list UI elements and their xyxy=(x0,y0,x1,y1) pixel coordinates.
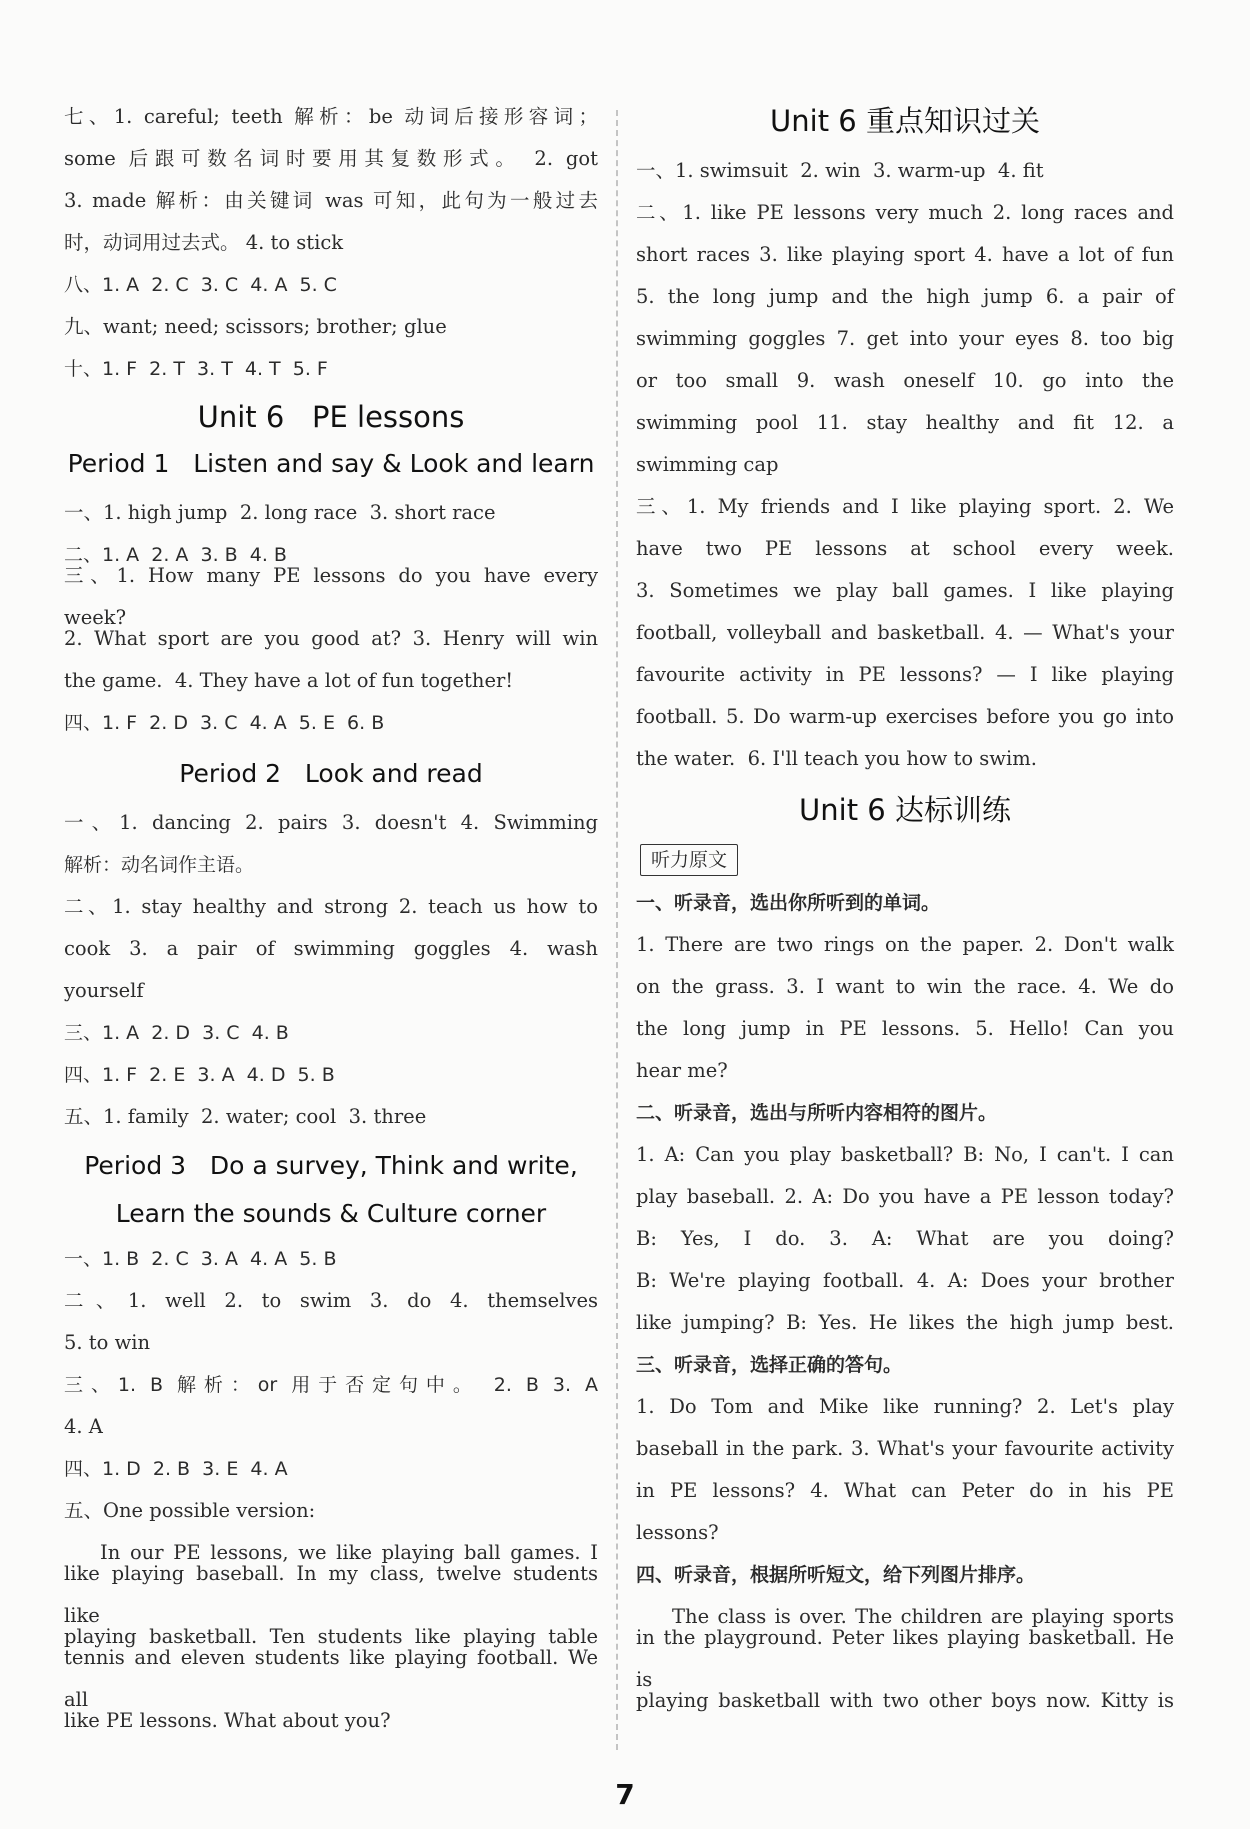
line-text: 一、听录音，选出你所听到的单词。 xyxy=(636,892,941,914)
line-text: short races 3. like playing sport 4. have a lot of fun xyxy=(636,243,1174,266)
key-points-answers xyxy=(636,150,1174,780)
key-points-title: Unit 6 重点知识过关 xyxy=(770,104,1040,138)
line-text: 4. A xyxy=(64,1415,103,1438)
line-text: baseball in the park. 3. What's your favourite activity xyxy=(636,1437,1174,1460)
line-text: B: We're playing football. 4. A: Does your brother xyxy=(636,1269,1174,1292)
line-text: The class is over. The children are playing sports xyxy=(672,1605,1174,1628)
answer-line xyxy=(636,924,1174,966)
line-text: 3. made 解析：由关键词 was 可知，此句为一般过去 xyxy=(64,189,598,212)
answer-line xyxy=(636,1302,1174,1344)
period-1-title: Period 1 Listen and say & Look and learn xyxy=(67,449,595,478)
answer-line xyxy=(64,1054,598,1096)
line-text: the long jump in PE lessons. 5. Hello! Can you xyxy=(636,1017,1174,1040)
line-text: 七、1. careful; teeth 解析：be 动词后接形容词； xyxy=(64,105,598,128)
answer-line xyxy=(636,150,1174,192)
line-text: in PE lessons? 4. What can Peter do in his PE xyxy=(636,1479,1174,1502)
answer-line xyxy=(64,1322,598,1364)
line-text: 四、听录音，根据所听短文，给下列图片排序。 xyxy=(636,1564,1036,1586)
answer-line xyxy=(636,444,1174,486)
line-text: in the playground. Peter likes playing basketball. He is xyxy=(636,1626,1174,1691)
period-3-title-line-1: Period 3 Do a survey, Think and write, xyxy=(84,1151,578,1180)
answer-line xyxy=(64,96,598,138)
line-text: playing basketball. Ten students like playing table xyxy=(64,1625,598,1648)
answer-line xyxy=(64,306,598,348)
answer-line xyxy=(636,486,1174,528)
answer-line xyxy=(64,492,598,534)
section-heading xyxy=(636,1344,1174,1386)
answer-line xyxy=(636,696,1174,738)
answers-period-3 xyxy=(64,1238,598,1742)
answer-line xyxy=(636,654,1174,696)
answer-line xyxy=(636,1680,1174,1722)
answer-line xyxy=(636,1218,1174,1260)
left-column xyxy=(64,96,598,1742)
answer-line xyxy=(64,928,598,970)
line-text: play baseball. 2. A: Do you have a PE lesson today? xyxy=(636,1185,1174,1208)
answer-line xyxy=(636,1134,1174,1176)
answer-line xyxy=(64,264,598,306)
line-text: 一、1. dancing 2. pairs 3. doesn't 4. Swimming xyxy=(64,811,598,834)
line-text: some 后跟可数名词时要用其复数形式。 2. got xyxy=(64,147,598,170)
line-text: 一、1. high jump 2. long race 3. short race xyxy=(64,501,496,524)
answer-line xyxy=(636,360,1174,402)
answer-line xyxy=(64,886,598,928)
line-text: the water. 6. I'll teach you how to swim. xyxy=(636,747,1037,770)
answer-line xyxy=(64,1490,598,1532)
line-text: like PE lessons. What about you? xyxy=(64,1709,391,1732)
line-text: playing basketball with two other boys now. Kitty is xyxy=(636,1689,1174,1712)
line-text: 九、want; need; scissors; brother; glue xyxy=(64,315,447,338)
line-text: 1. A: Can you play basketball? B: No, I can't. I can xyxy=(636,1143,1174,1166)
line-text: swimming cap xyxy=(636,453,779,476)
answer-line xyxy=(636,1260,1174,1302)
right-column xyxy=(636,96,1174,1722)
section-heading xyxy=(636,1092,1174,1134)
line-text: 一、1. swimsuit 2. win 3. warm-up 4. fit xyxy=(636,159,1044,182)
answer-line xyxy=(636,738,1174,780)
answer-line xyxy=(64,348,598,390)
answer-line xyxy=(636,570,1174,612)
line-text: like playing baseball. In my class, twelve students like xyxy=(64,1562,598,1627)
line-text: 五、One possible version: xyxy=(64,1499,316,1522)
line-text: In our PE lessons, we like playing ball games. I xyxy=(100,1541,598,1564)
line-text: 二、1. like PE lessons very much 2. long races and xyxy=(636,201,1174,224)
line-text: 八、1. A 2. C 3. C 4. A 5. C xyxy=(64,274,337,296)
section-heading xyxy=(636,882,1174,924)
line-text: 四、1. F 2. D 3. C 4. A 5. E 6. B xyxy=(64,712,385,734)
answer-line xyxy=(64,1012,598,1054)
answer-line xyxy=(636,402,1174,444)
line-text: 2. What sport are you good at? 3. Henry will win xyxy=(64,627,598,650)
line-text: have two PE lessons at school every week. xyxy=(636,537,1174,560)
answer-line xyxy=(636,1626,1174,1691)
line-text: 三、听录音，选择正确的答句。 xyxy=(636,1354,903,1376)
line-text: 3. Sometimes we play ball games. I like playing xyxy=(636,579,1174,602)
answer-line xyxy=(636,966,1174,1008)
line-text: 三、1. My friends and I like playing sport. 2. We xyxy=(636,495,1174,518)
line-text: B: Yes, I do. 3. A: What are you doing? xyxy=(636,1227,1174,1250)
answer-line xyxy=(636,1512,1174,1554)
answer-line xyxy=(64,618,598,660)
line-text: 1. Do Tom and Mike like running? 2. Let's play xyxy=(636,1395,1174,1418)
answer-line xyxy=(636,318,1174,360)
test-title: Unit 6 达标训练 xyxy=(799,793,1011,827)
answers-period-1 xyxy=(64,492,598,744)
column-divider xyxy=(616,110,618,1750)
answer-line xyxy=(64,1562,598,1627)
line-text: 三、1. B 解析：or 用于否定句中。 2. B 3. A xyxy=(64,1374,598,1396)
line-text: 四、1. D 2. B 3. E 4. A xyxy=(64,1458,288,1480)
answers-period-2 xyxy=(64,802,598,1138)
answer-line xyxy=(636,1428,1174,1470)
answer-line xyxy=(64,1280,598,1322)
answer-line xyxy=(636,612,1174,654)
line-text: 5. the long jump and the high jump 6. a pair of xyxy=(636,285,1174,308)
answer-line xyxy=(636,528,1174,570)
line-text: cook 3. a pair of swimming goggles 4. wash xyxy=(64,937,598,960)
answer-line xyxy=(64,138,598,180)
listening-script xyxy=(636,882,1174,1722)
line-text: 1. There are two rings on the paper. 2. Don't walk xyxy=(636,933,1174,956)
period-2-title: Period 2 Look and read xyxy=(179,759,483,788)
answer-line xyxy=(636,276,1174,318)
line-text: football, volleyball and basketball. 4. — What's your xyxy=(636,621,1174,644)
line-text: 五、1. family 2. water; cool 3. three xyxy=(64,1105,427,1128)
answer-line xyxy=(636,1386,1174,1428)
line-text: 5. to win xyxy=(64,1331,151,1354)
line-text: swimming pool 11. stay healthy and fit 12. a xyxy=(636,411,1174,434)
answer-line xyxy=(64,702,598,744)
answer-line xyxy=(636,1050,1174,1092)
answer-line xyxy=(64,564,598,629)
answers-unit5-end xyxy=(64,96,598,390)
line-text: hear me? xyxy=(636,1059,728,1082)
line-text: 二、1. stay healthy and strong 2. teach us how to xyxy=(64,895,598,918)
line-text: like jumping? B: Yes. He likes the high jump best. xyxy=(636,1311,1174,1334)
line-text: 二、听录音，选出与所听内容相符的图片。 xyxy=(636,1102,998,1124)
line-text: 二、1. well 2. to swim 3. do 4. themselves xyxy=(64,1289,598,1312)
answer-line xyxy=(64,844,598,886)
line-text: 三、1. A 2. D 3. C 4. B xyxy=(64,1022,289,1044)
line-text: 解析：动名词作主语。 xyxy=(64,854,255,876)
answer-line xyxy=(636,1008,1174,1050)
answer-line xyxy=(64,660,598,702)
answer-line xyxy=(64,802,598,844)
answer-line xyxy=(64,1238,598,1280)
line-text: football. 5. Do warm-up exercises before you go into xyxy=(636,705,1174,728)
section-heading xyxy=(636,1554,1174,1596)
answer-line xyxy=(64,222,598,264)
period-3-title-line-2: Learn the sounds & Culture corner xyxy=(115,1199,547,1228)
line-text: yourself xyxy=(64,979,144,1002)
listening-script-label: 听力原文 xyxy=(640,844,738,876)
line-text: 十、1. F 2. T 3. T 4. T 5. F xyxy=(64,358,328,380)
line-text: 三、1. How many PE lessons do you have every week? xyxy=(64,564,598,629)
answer-line xyxy=(64,1364,598,1406)
answer-line xyxy=(636,192,1174,234)
line-text: lessons? xyxy=(636,1521,719,1544)
line-text: the game. 4. They have a lot of fun together! xyxy=(64,669,514,692)
line-text: 四、1. F 2. E 3. A 4. D 5. B xyxy=(64,1064,335,1086)
unit-title: Unit 6 PE lessons xyxy=(197,400,465,434)
answer-line xyxy=(64,1406,598,1448)
answer-line xyxy=(64,1096,598,1138)
line-text: 时，动词用过去式。 4. to stick xyxy=(64,231,344,254)
line-text: favourite activity in PE lessons? — I like playing xyxy=(636,663,1174,686)
answer-line xyxy=(636,1470,1174,1512)
line-text: tennis and eleven students like playing football. We all xyxy=(64,1646,598,1711)
answer-line xyxy=(64,1646,598,1711)
answer-line xyxy=(64,1448,598,1490)
line-text: swimming goggles 7. get into your eyes 8. too big xyxy=(636,327,1174,350)
answer-line xyxy=(636,234,1174,276)
line-text: or too small 9. wash oneself 10. go into the xyxy=(636,369,1174,392)
answer-line xyxy=(636,1176,1174,1218)
line-text: 一、1. B 2. C 3. A 4. A 5. B xyxy=(64,1248,337,1270)
page-number: 7 xyxy=(615,1778,635,1811)
line-text: 二、1. A 2. A 3. B 4. B xyxy=(64,544,287,566)
line-text: on the grass. 3. I want to win the race. 4. We do xyxy=(636,975,1174,998)
answer-line xyxy=(64,970,598,1012)
answer-line xyxy=(64,180,598,222)
